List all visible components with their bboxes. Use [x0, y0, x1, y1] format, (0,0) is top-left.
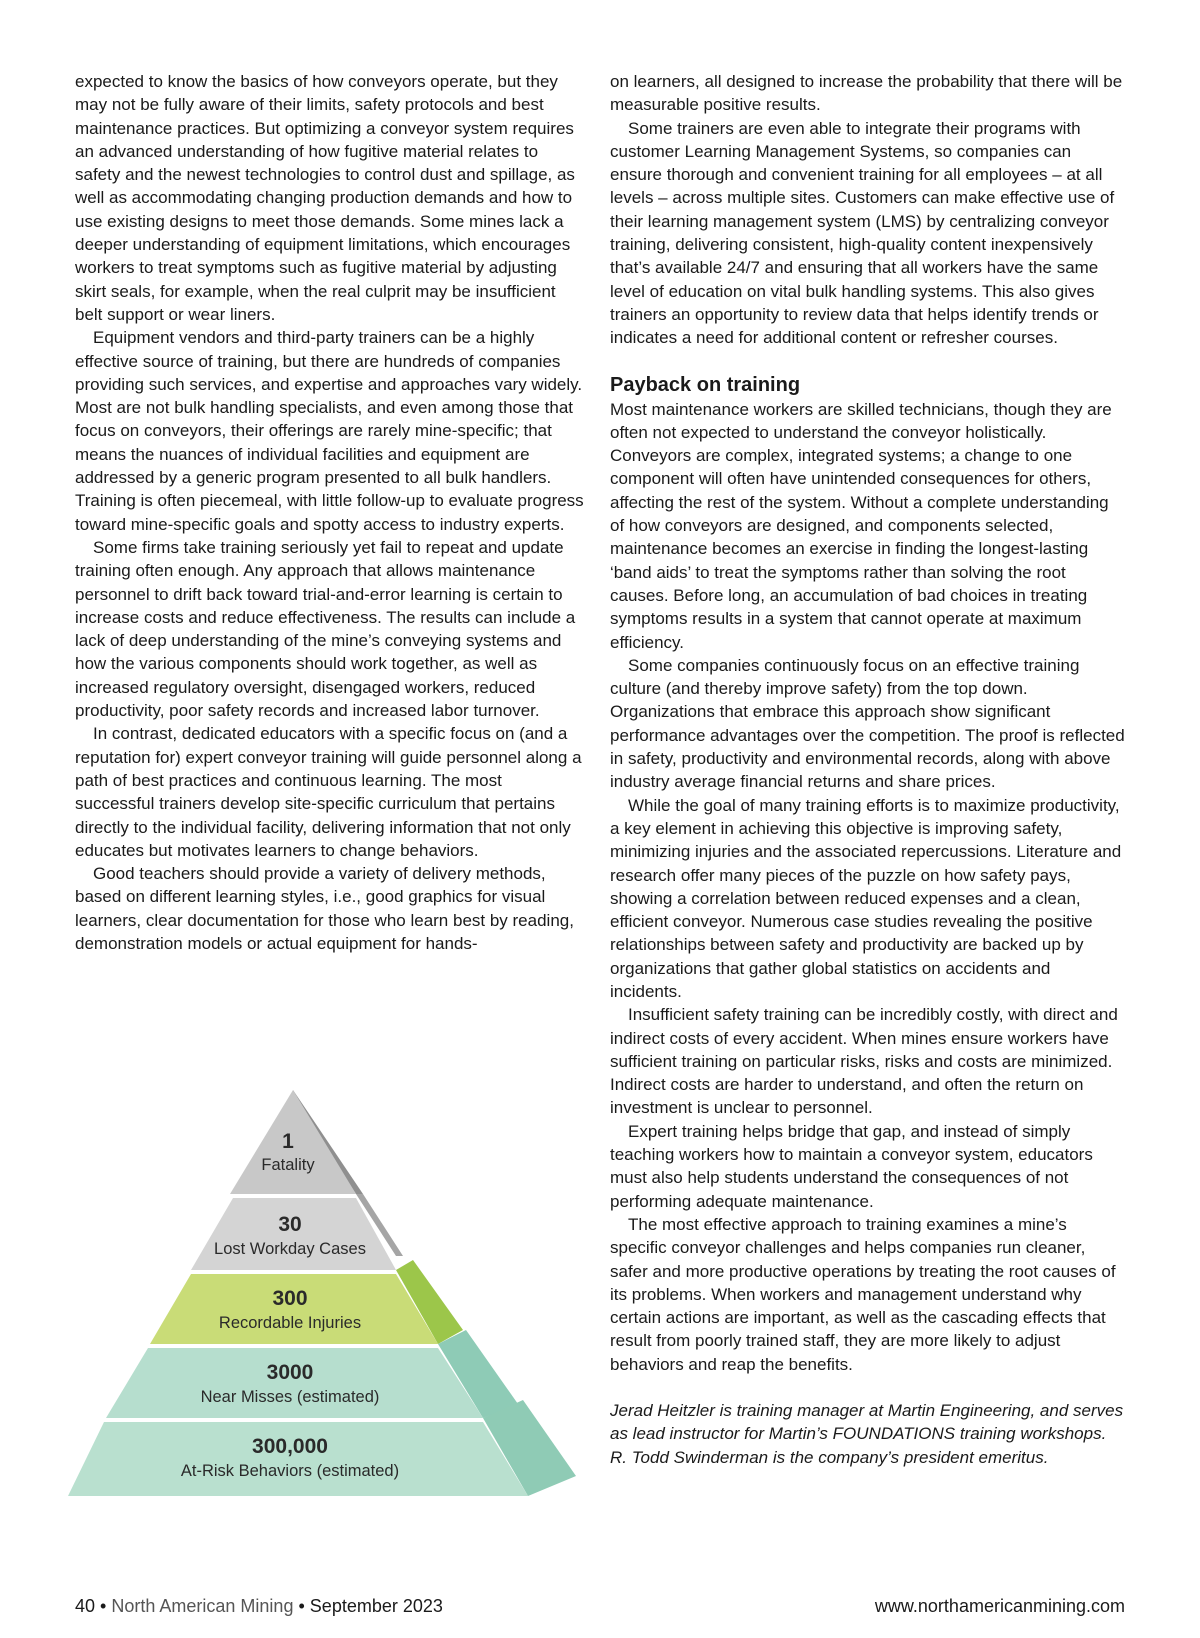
tier-lost-workday-label: Lost Workday Cases [214, 1240, 366, 1258]
body-paragraph: on learners, all designed to increase the probability that there will be measurable positive results. [610, 72, 1123, 115]
section-heading: Payback on training [610, 373, 801, 396]
author-bio: Jerad Heitzler is training manager at Martin Engineering, and serves as lead instructor for Martin’s FOUNDATIONS training workshops. R. Todd Swinderman is the company’s president emeritus. [610, 1401, 1124, 1467]
tier-recordable-number: 300 [272, 1287, 308, 1310]
body-paragraph: Equipment vendors and third-party trainers can be a highly effective source of training, but there are hundreds of companies providing such services, and expertise and approaches vary widely. Most are not bulk handling specialists, and even among those that focus on conveyors, their offerings are rarely mine-specific; that means the nuances of individual facilities and equipment are addressed by a generic program presented to all bulk handlers. Training is often piecemeal, with little follow-up to evaluate progress toward mine-specific goals and spotty access to industry experts. [75, 328, 584, 534]
tier-near-misses-label: Near Misses (estimated) [200, 1388, 380, 1406]
tier-fatality-label: Fatality [261, 1156, 315, 1174]
tier-at-risk-label: At-Risk Behaviors (estimated) [180, 1462, 400, 1480]
body-paragraph: Some companies continuously focus on an effective training culture (and thereby improve safety) from the top down. Organizations that embrace this approach show significant performance advantages over the competition. The proof is reflected in safety, productivity and environmental records, along with above industry average financial returns and share prices. [610, 655, 1125, 792]
tier-at-risk-number: 300,000 [252, 1435, 328, 1458]
safety-pyramid-figure [68, 1090, 598, 1515]
body-paragraph: The most effective approach to training examines a mine’s specific conveyor challenges and helps companies run cleaner, safer and more productive operations by treating the root causes of its problems. When workers and management understand why certain actions are important, as well as the cascading effects that result from poorly trained staff, they are more likely to adjust behaviors and reap the benefits. [610, 1214, 1116, 1374]
safety-pyramid [68, 1090, 598, 1515]
body-paragraph: While the goal of many training efforts is to maximize productivity, a key element in achieving this objective is improving safety, minimizing injuries and the associated repercussions. Literature and research offer many pieces of the puzzle on how safety pays, showing a correlation between reduced expenses and a clean, efficient conveyor. Numerous case studies revealing the positive relationships between safety and productivity are backed up by organizations that gather global statistics on accidents and incidents. [610, 795, 1122, 1001]
footer-folio [75, 1595, 443, 1617]
tier-lost-workday-number: 30 [278, 1213, 302, 1236]
publication-name: North American Mining [111, 1596, 294, 1616]
body-paragraph: Good teachers should provide a variety of delivery methods, based on different learning styles, i.e., good graphics for visual learners, clear documentation for those who learn best by reading, demonstration models or actual equipment for hands- [75, 864, 574, 953]
page-number: 40 [75, 1596, 96, 1616]
body-paragraph: Some firms take training seriously yet fail to repeat and update training often enough. Any approach that allows maintenance personnel to drift back toward trial-and-error learning is certain to increase costs and reduce effectiveness. The results can include a lack of deep understanding of the mine’s conveying systems and how the various components should work together, as well as increased regulatory oversight, disengaged workers, reduced productivity, poor safety records and increased labor turnover. [75, 537, 576, 721]
tier-near-misses-number: 3000 [266, 1361, 314, 1384]
body-paragraph: Most maintenance workers are skilled technicians, though they are often not expected to understand the conveyor holistically. Conveyors are complex, integrated systems; a change to one component will often have unintended consequences for others, affecting the rest of the system. Without a complete understanding of how conveyors are designed, and components selected, maintenance becomes an exercise in finding the longest-lasting ‘band aids’ to treat the symptoms rather than solving the root causes. Before long, an accumulation of bad choices in treating symptoms results in a system that cannot operate at maximum efficiency. [610, 399, 1112, 652]
website-url: www.northamericanmining.com [874, 1596, 1125, 1616]
body-paragraph: expected to know the basics of how conveyors operate, but they may not be fully aware of their limits, safety protocols and best maintenance practices. But optimizing a conveyor system requires an advanced understanding of how fugitive material relates to safety and the newest technologies to control dust and spillage, as well as accommodating changing production demands and how to use existing designs to meet those demands. Some mines lack a deeper understanding of equipment limitations, which encourages workers to treat symptoms such as fugitive material by adjusting skirt seals, for example, when the real culprit may be insufficient belt support or wear liners. [75, 72, 575, 324]
left-column [75, 70, 585, 955]
issue-date: September 2023 [309, 1596, 443, 1616]
body-paragraph: Some trainers are even able to integrate their programs with customer Learning Management Systems, so companies can ensure thorough and convenient training for all employees – at all levels – across multiple sites. Customers can make effective use of their learning management system (LMS) by centralizing conveyor training, delivering consistent, high-quality content inexpensively that’s available 24/7 and ensuring that all workers have the same level of education on vital bulk handling systems. This also gives trainers an opportunity to review data that helps identify trends or indicates a need for additional content or refresher courses. [610, 118, 1115, 348]
footer-bullet: • [100, 1596, 107, 1616]
tier-recordable-label: Recordable Injuries [218, 1314, 362, 1332]
tier-at-risk-face [68, 1422, 528, 1496]
body-paragraph: Expert training helps bridge that gap, and instead of simply teaching workers how to maintain a conveyor system, educators must also help students understand the consequences of not performing adequate maintenance. [610, 1121, 1093, 1211]
right-column [610, 70, 1125, 1469]
body-paragraph: In contrast, dedicated educators with a specific focus on (and a reputation for) expert conveyor training will guide personnel along a path of best practices and continuous learning. The most successful trainers develop site-specific curriculum that pertains directly to the individual facility, delivering information that not only educates but motivates learners to change behaviors. [75, 724, 582, 860]
body-paragraph: Insufficient safety training can be incredibly costly, with direct and indirect costs of every accident. When mines ensure workers have sufficient training on particular risks, risks and costs are minimized. Indirect costs are harder to understand, and often the return on investment is unclear to personnel. [610, 1005, 1118, 1118]
footer-bullet: • [298, 1596, 305, 1616]
tier-fatality-number: 1 [282, 1130, 294, 1153]
